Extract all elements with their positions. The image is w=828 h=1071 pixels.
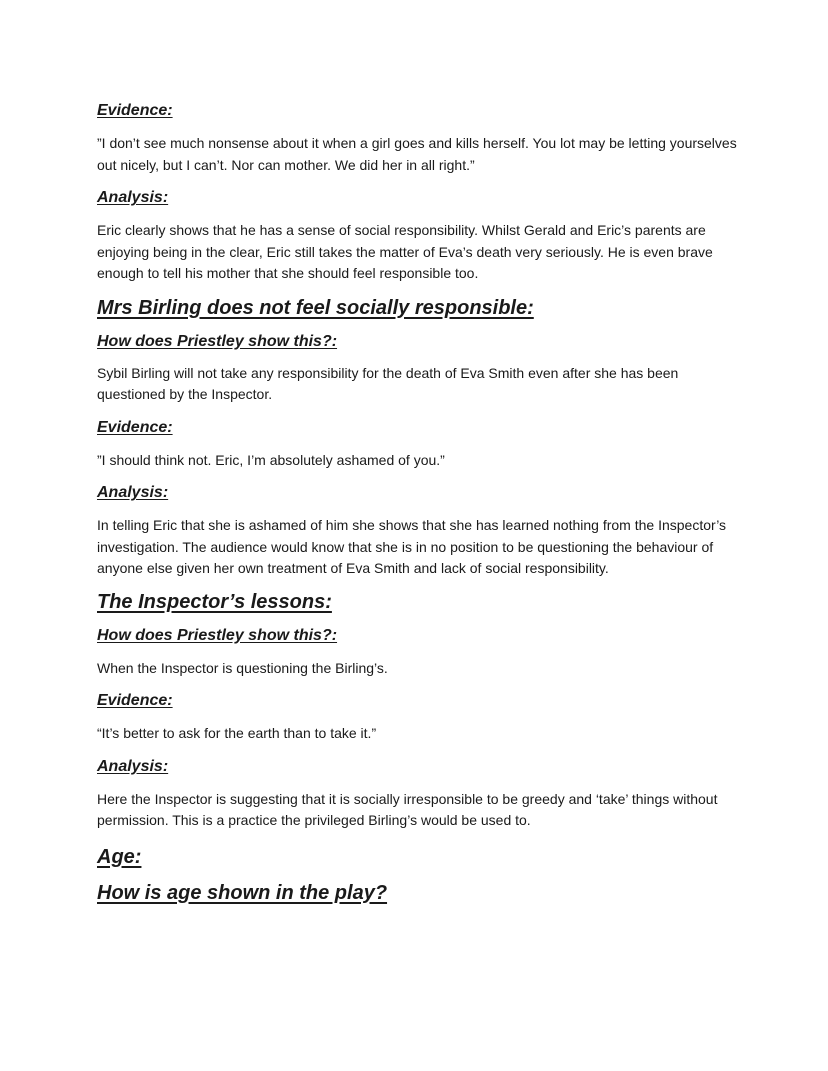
analysis-heading: Analysis: <box>97 189 169 206</box>
document-page <box>97 100 737 906</box>
evidence-heading: Evidence: <box>97 418 173 436</box>
how-text: When the Inspector is questioning the Birling’s. <box>97 659 388 676</box>
analysis-text: In telling Eric that she is ashamed of him she shows that she has learned nothing from the Inspector’s investigation. The audience would know that she is in no position to be questioning the behaviour of anyone else given her own treatment of Eva Smith and lack of social responsibility. <box>97 517 727 576</box>
section-title-inspector-lessons: The Inspector’s lessons: <box>97 590 332 613</box>
age-question-heading: How is age shown in the play? <box>97 881 388 904</box>
evidence-heading: Evidence: <box>97 102 173 119</box>
analysis-heading: Analysis: <box>97 757 169 775</box>
evidence-text: ”I don’t see much nonsense about it when a girl goes and kills herself. You lot may be letting yourselves out nicely, but I can’t. Nor can mother. We did her in all right.” <box>97 135 737 173</box>
how-heading: How does Priestley show this?: <box>97 626 338 644</box>
analysis-text: Here the Inspector is suggesting that it is socially irresponsible to be greedy and ‘take’ things without permission. This is a practice the privileged Birling’s would be used to. <box>97 790 718 828</box>
analysis-text: Eric clearly shows that he has a sense of social responsibility. Whilst Gerald and Eric’s parents are enjoying being in the clear, Eric still takes the matter of Eva’s death very seriously. He is even brave enough to tell his mother that she should feel responsible too. <box>97 222 713 281</box>
section-title-age: Age: <box>97 845 142 868</box>
how-text: Sybil Birling will not take any responsibility for the death of Eva Smith even after she has been questioned by the Inspector. <box>97 364 679 402</box>
evidence-heading: Evidence: <box>97 692 173 709</box>
section-title-mrs-birling: Mrs Birling does not feel socially responsible: <box>97 296 534 319</box>
how-heading: How does Priestley show this?: <box>97 332 338 350</box>
evidence-text: “It’s better to ask for the earth than to take it.” <box>97 725 377 741</box>
analysis-heading: Analysis: <box>97 484 169 501</box>
evidence-text: ”I should think not. Eric, I’m absolutely ashamed of you.” <box>97 451 445 468</box>
